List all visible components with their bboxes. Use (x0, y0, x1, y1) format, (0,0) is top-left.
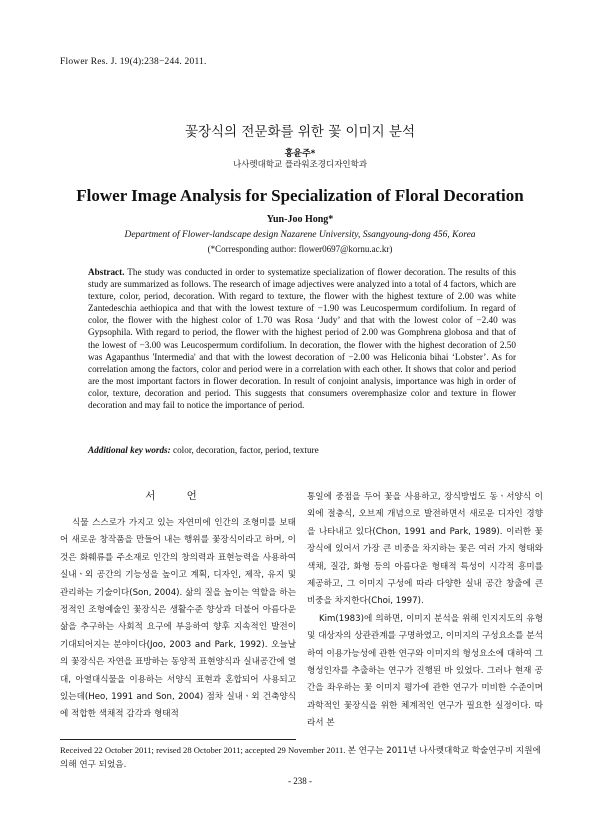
left-paragraph: 식물 스스로가 가지고 있는 자연미에 인간의 조형미를 보태어 새로운 창작품을 만들어 내는 행위를 꽃장식이라고 하며, 이것은 화훼류를 주소재로 인간의 창의력과 표현능력을 사용하여 실내ㆍ외 공간의 기능성을 높이고 계획, 디자인, 제작, 유지 및 관리하는 기술이다(Son, 2004). 삶의 질을 높이는 역할을 하는 정적인 조형예술인 꽃장식은 생활수준 향상과 더불어 아름다운 삶을 추구하는 사회적 요구에 부응하여 향후 지속적인 발전이 기대되어지는 분야이다(Joo, 2003 and Park, 1992). 오늘날의 꽃장식은 자연을 표방하는 동양적 표현양식과 실내공간에 열대, 아열대식물을 이용하는 서양식 표현과 혼합되어 사용되고 있는데(Heo, 1991 and Son, 2004) 점차 실내ㆍ외 건축양식에 적합한 색채적 감각과 형태적 (60, 518, 296, 720)
english-title: Flower Image Analysis for Specialization of Floral Decoration (76, 186, 524, 205)
footnote-rule (60, 739, 296, 740)
journal-reference: Flower Res. J. 19(4):238−244. 2011. (60, 57, 207, 67)
footnote-dates: Received 22 October 2011; revised 28 October 2011; accepted 29 November 2011. (60, 745, 346, 755)
right-paragraph: Kim(1983)에 의하면, 이미지 분석을 위해 인지지도의 유형 및 대상자의 상관관계를 구명하였고, 이미지의 구성요소를 분석하여 이용가능성에 관한 연구와 이미지의 형성요소에 대하여 그 형성인자를 추출하는 연구가 진행된 바 있었다. 그러나 현재 공간을 좌우하는 꽃 이미지 평가에 관한 연구가 미비한 수준이며 과학적인 꽃장식을 위한 체계적인 연구가 필요한 실정이다. 따라서 본 (307, 613, 543, 729)
korean-affiliation: 나사렛대학교 플라워조경디자인학과 (232, 160, 368, 170)
key-words-label: Additional key words: (88, 445, 171, 455)
abstract-text: The study was conducted in order to systematize specialization of flower decoration. The results of this study are summarized as follows. The research of image adjectives were analyzed into a total of 4 factors, which are texture, color, period, decoration. With regard to texture, the flower with the highest texture of 2.00 was white Zantedeschia aethiopica and that with the lowest texture of −1.90 was Leucospermum cordifolium. In regard of color, the flower with the highest color of 1.70 was Rosa ‘Judy’ and that with the lowest color of −2.40 was Gypsophila. With regard to period, the flower with the highest period of 2.00 was Gomphrena globosa and that of the lowest of −3.00 was Leucospermum cordifolium. In decoration, the flower with the highest decoration of 2.50 was Agapanthus 'Intermedia' and that with the lowest decoration of −2.00 was Heliconia bihai ‘Lobster’. As for correlation among the factors, color and period were in a correlation with each other. It shows that color and period are the most important factors in flower decoration. In result of conjoint analysis, importance was high in order of color, texture, decoration and period. This suggests that consumers overemphasize color and texture in flower decoration and may fail to notice the importance of period. (88, 267, 516, 411)
key-words-text: color, decoration, factor, period, texture (173, 445, 319, 455)
body-left-column (60, 515, 296, 724)
key-words (88, 445, 516, 455)
footnote (60, 744, 542, 771)
english-author: Yun-Joo Hong* (266, 214, 334, 225)
section-heading: 서 언 (145, 490, 211, 502)
body-right-column (307, 489, 543, 733)
english-affiliation: Department of Flower-landscape design Nazarene University, Ssangyoung-dong 456, Korea (124, 230, 476, 240)
abstract (88, 266, 516, 411)
korean-author: 홍윤주* (284, 149, 316, 159)
right-paragraph: 통일에 중점을 두어 꽃을 사용하고, 장식방법도 동ㆍ서양식 이외에 절충식, 오브제 개념으로 발전하면서 새로운 디자인 경향을 나타내고 있다(Chon, 1991 and Park, 1989). 이러한 꽃장식에 있어서 가장 큰 비중을 차지하는 꽃은 여러 가지 형태와 색채, 질감, 화형 등의 아름다운 형태적 특성이 시각적 흥미를 제공하고, 그 이미지 구성에 따라 다양한 실내 공간 창출에 큰 비중을 차지한다(Choi, 1997). (307, 492, 543, 607)
corresponding-author: (*Corresponding author: flower0697@kornu.ac.kr) (207, 244, 393, 254)
page-number: - 238 - (288, 776, 312, 786)
korean-title: 꽃장식의 전문화를 위한 꽃 이미지 분석 (184, 124, 416, 140)
footnote-funding: 본 연구는 2011년 나사렛대학교 학술연구비 지원에 의해 연구 되었음. (60, 746, 541, 770)
abstract-label: Abstract. (88, 267, 125, 277)
